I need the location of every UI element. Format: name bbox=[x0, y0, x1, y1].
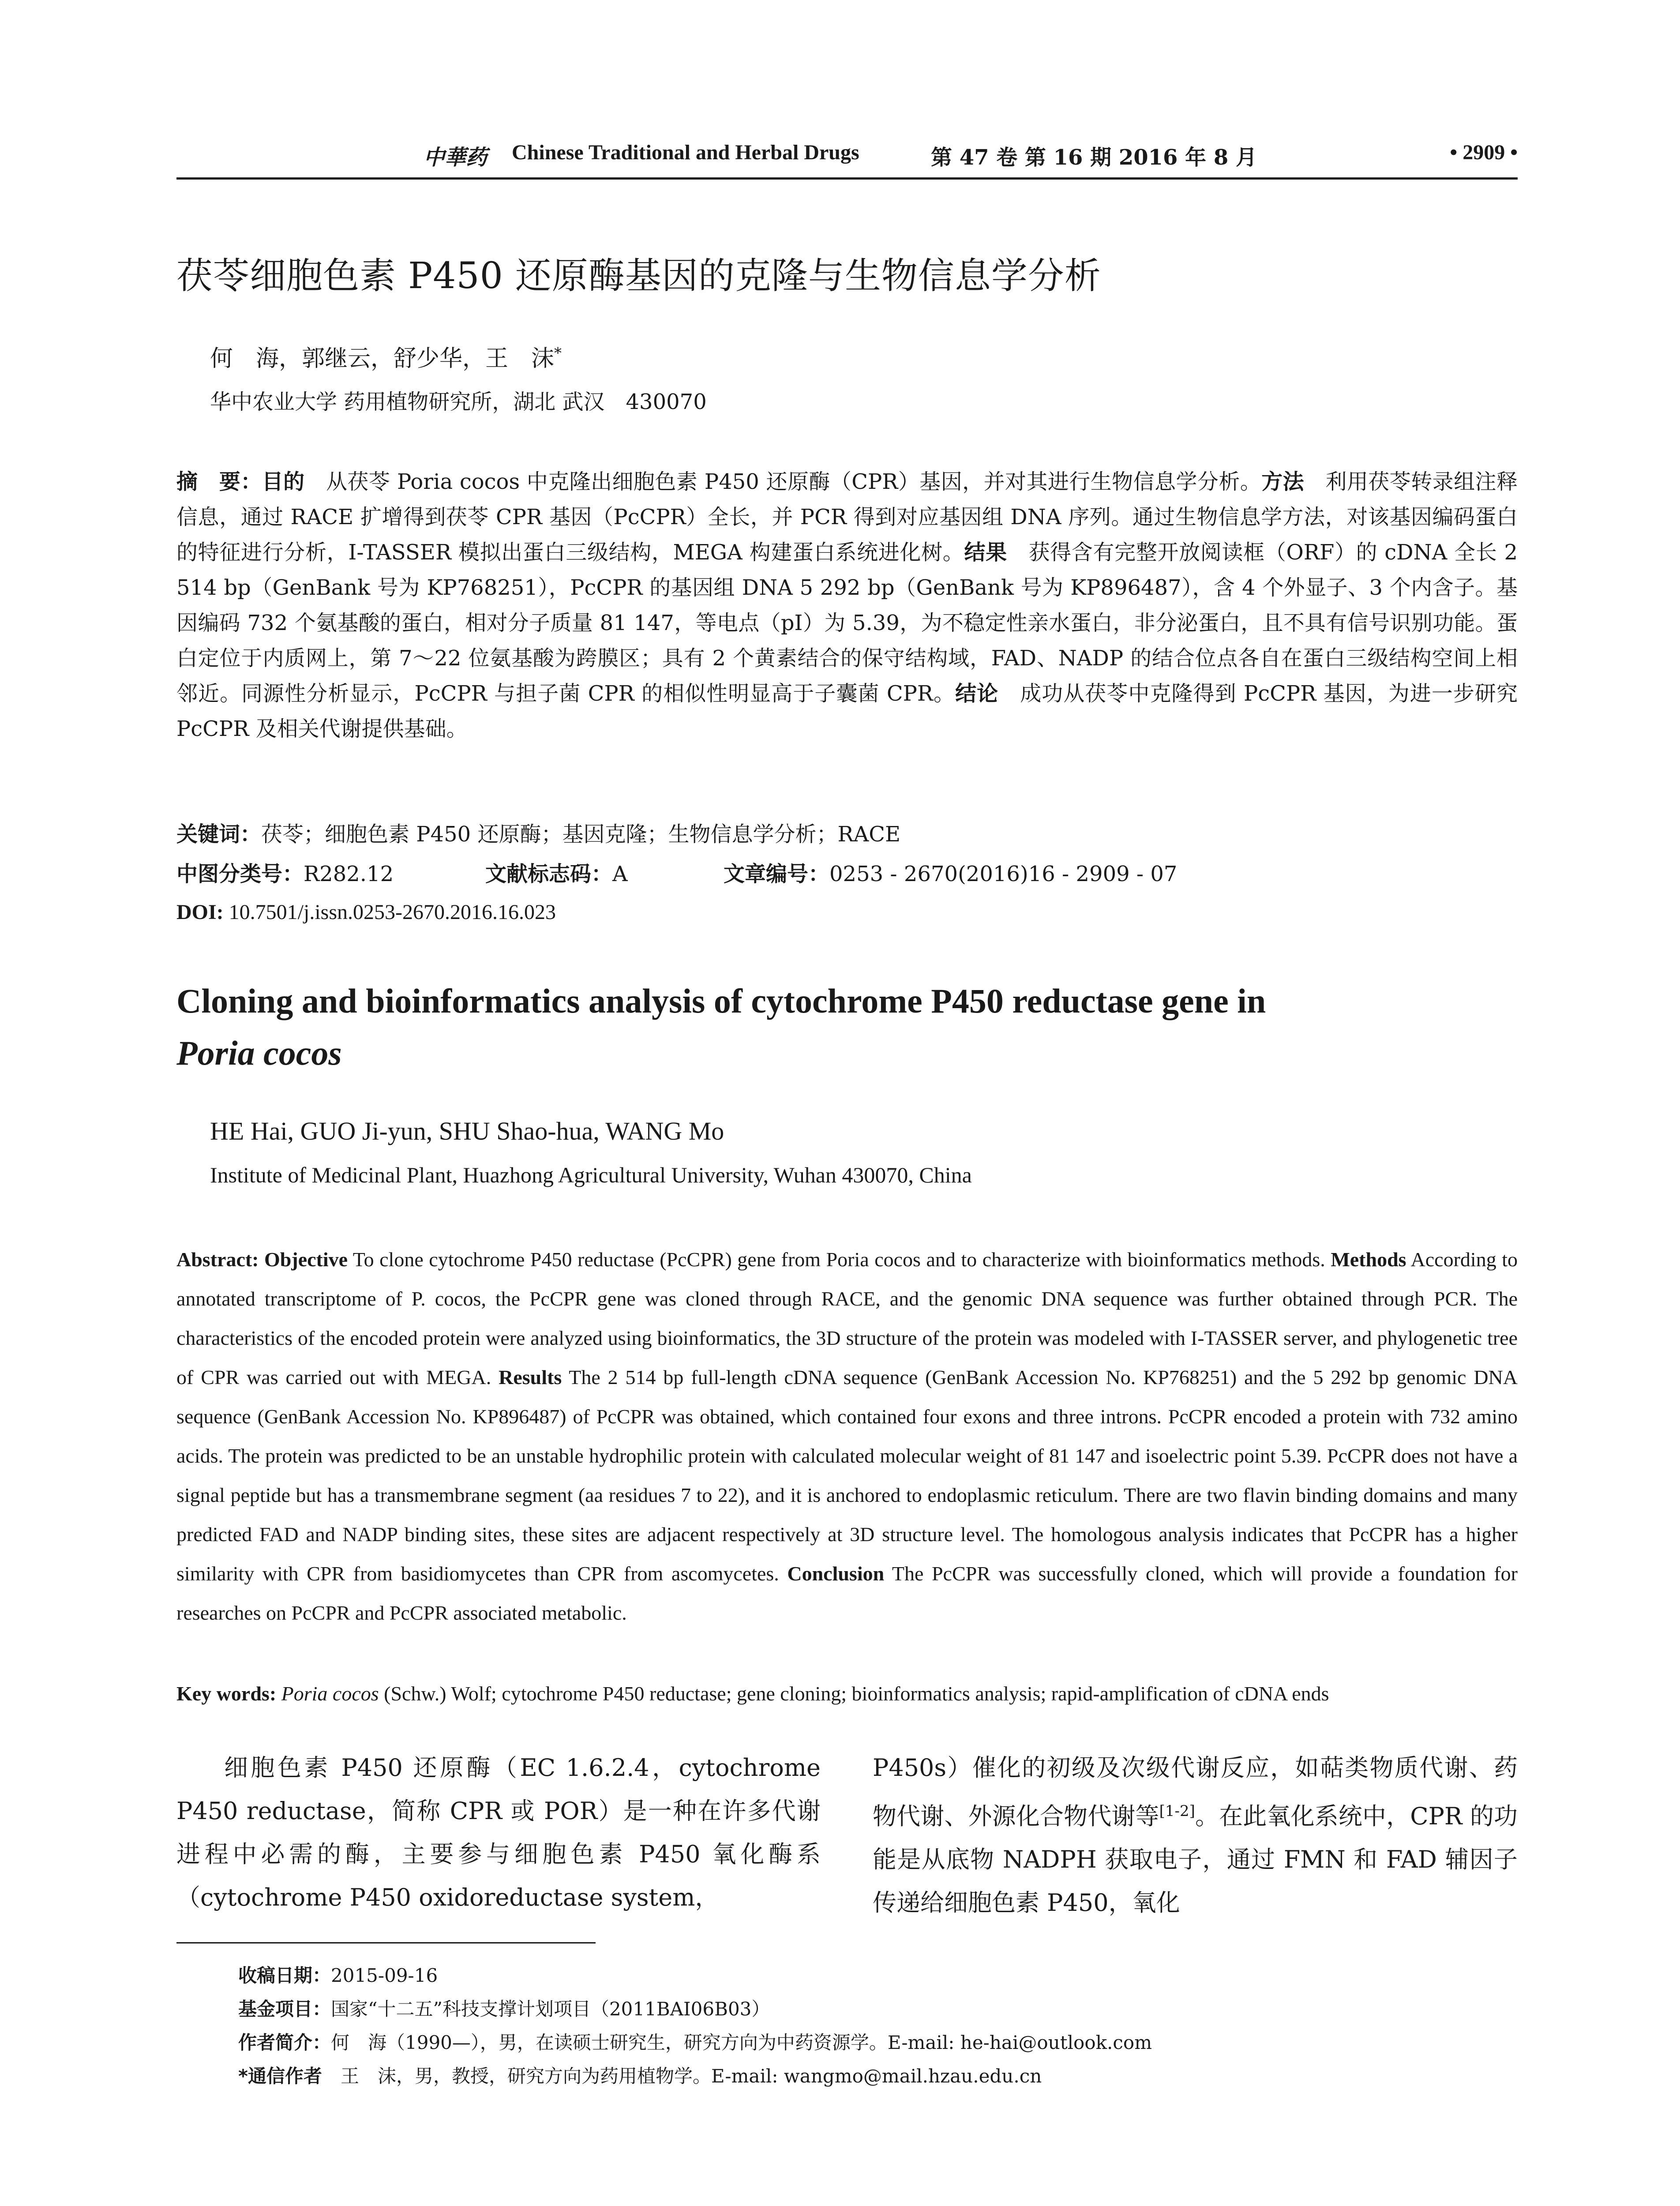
clc-number: 中图分类号：R282.12 bbox=[176, 862, 394, 886]
methods-label-en: Methods bbox=[1331, 1248, 1406, 1271]
footnote-rule bbox=[176, 1942, 596, 1943]
keywords-text-en: (Schw.) Wolf; cytochrome P450 reductase; gene cloning; bioinformatics analysis; rapid-amplification of cDNA ends bbox=[379, 1682, 1329, 1705]
issue-info: 第 47 卷 第 16 期 2016 年 8 月 bbox=[931, 145, 1257, 170]
results-text-en: The 2 514 bp full-length cDNA sequence (GenBank Accession No. KP768251) and the 5 292 bp genomic DNA sequence (GenBank Accession No. KP896487) of PcCPR was obtained, which contained four exons and three introns. PcCPR encoded a protein with 732 amino acids. The protein was predicted to be an unstable hydrophilic protein with calculated molecular weight of 81 147 and isoelectric point 5.39. PcCPR does not have a signal peptide but has a transmembrane segment (aa residues 7 to 22), and it is anchored to endoplasmic reticulum. There are two flavin binding domains and many predicted FAD and NADP binding sites, these sites are adjacent respectively at 3D structure level. The homologous analysis indicates that PcCPR has a higher similarity with CPR from basidiomycetes than CPR from ascomycetes. bbox=[176, 1366, 1518, 1585]
article-number: 文章编号：0253 - 2670(2016)16 - 2909 - 07 bbox=[724, 862, 1178, 886]
header-rule bbox=[176, 177, 1518, 180]
body-paragraph-right: P450s）催化的初级及次级代谢反应，如萜类物质代谢、药物代谢、外源化合物代谢等[1-2]。在此氧化系统中，CPR 的功能是从底物 NADPH 获取电子，通过 FMN 和 FAD 辅因子传递给细胞色素 P450，氧化 bbox=[873, 1754, 1518, 1917]
body-column-right bbox=[873, 1746, 1518, 1925]
footnotes bbox=[238, 1959, 1518, 2093]
abstract-cn bbox=[176, 464, 1518, 747]
keywords-species-en: Poria cocos bbox=[276, 1682, 379, 1705]
conclusion-text-cn: 成功从茯苓中克隆得到 PcCPR 基因，为进一步研究 PcCPR 及相关代谢提供基础。 bbox=[176, 681, 1518, 741]
conclusion-text-en: The PcCPR was successfully cloned, which will provide a foundation for researches on PcCPR and PcCPR associated metabolic. bbox=[176, 1562, 1518, 1624]
title-cn: 茯苓细胞色素 P450 还原酶基因的克隆与生物信息学分析 bbox=[176, 255, 1101, 297]
body-paragraph-left: 细胞色素 P450 还原酶（EC 1.6.2.4，cytochrome P450 reductase，简称 CPR 或 POR）是一种在许多代谢进程中必需的酶，主要参与细胞色素 P450 氧化酶系（cytochrome P450 oxidoreductase system， bbox=[176, 1754, 821, 1911]
objective-label-cn: 目的 bbox=[262, 469, 305, 494]
objective-label-en: Abstract: Objective bbox=[176, 1248, 348, 1271]
classification-row bbox=[176, 857, 1518, 888]
doi-link[interactable]: 10.7501/j.issn.0253-2670.2016.16.023 bbox=[223, 900, 556, 924]
citation-ref[interactable]: [1-2] bbox=[1159, 1802, 1195, 1820]
affiliation-en: Institute of Medicinal Plant, Huazhong Agricultural University, Wuhan 430070, China bbox=[210, 1163, 972, 1187]
affiliation-cn: 华中农业大学 药用植物研究所，湖北 武汉 430070 bbox=[210, 390, 707, 414]
keywords-en bbox=[176, 1674, 1518, 1713]
body-column-left bbox=[176, 1746, 821, 1919]
title-en bbox=[176, 975, 1518, 1079]
title-en-line2: Poria cocos bbox=[176, 1034, 342, 1072]
authors-en: HE Hai, GUO Ji-yun, SHU Shao-hua, WANG Mo bbox=[210, 1117, 724, 1145]
methods-text-cn: 利用茯苓转录组注释信息，通过 RACE 扩增得到茯苓 CPR 基因（PcCPR）全长，并 PCR 得到对应基因组 DNA 序列。通过生物信息学方法，对该基因编码蛋白的特征进行分析，I-TASSER 模拟出蛋白三级结构，MEGA 构建蛋白系统进化树。 bbox=[176, 469, 1518, 565]
methods-label-cn: 方法 bbox=[1261, 469, 1305, 494]
abstract-label-cn: 摘 要： bbox=[176, 469, 262, 494]
doi bbox=[176, 900, 556, 924]
results-label-en: Results bbox=[499, 1366, 562, 1388]
footnote-funding: 基金项目：国家“十二五”科技支撑计划项目（2011BAI06B03） bbox=[238, 1998, 770, 2020]
keywords-label-en: Key words: bbox=[176, 1682, 277, 1705]
author-names-cn: 何 海，郭继云，舒少华，王 沫 bbox=[210, 345, 555, 372]
page-number: • 2909 • bbox=[1450, 141, 1518, 164]
footnote-corresponding: *通信作者 王 沫，男，教授，研究方向为药用植物学。E-mail: wangmo@mail.hzau.edu.cn bbox=[238, 2065, 1042, 2087]
keywords-label-cn: 关键词： bbox=[176, 822, 262, 847]
keywords-cn bbox=[176, 817, 900, 848]
conclusion-label-en: Conclusion bbox=[787, 1562, 885, 1585]
objective-text-en: To clone cytochrome P450 reductase (PcCPR) gene from Poria cocos and to characterize with bioinformatics methods. bbox=[348, 1248, 1331, 1271]
results-text-cn: 获得含有完整开放阅读框（ORF）的 cDNA 全长 2 514 bp（GenBank 号为 KP768251），PcCPR 的基因组 DNA 5 292 bp（GenBank 号为 KP896487），含 4 个外显子、3 个内含子。基因编码 732 个氨基酸的蛋白，相对分子质量 81 147，等电点（pI）为 5.39，为不稳定性亲水蛋白，非分泌蛋白，且不具有信号识别功能。蛋白定位于内质网上，第 7～22 位氨基酸为跨膜区；具有 2 个黄素结合的保守结构域，FAD、NADP 的结合位点各自在蛋白三级结构空间上相邻近。同源性分析显示，PcCPR 与担子菌 CPR 的相似性明显高于子囊菌 CPR。 bbox=[176, 540, 1518, 706]
title-en-line1: Cloning and bioinformatics analysis of cytochrome P450 reductase gene in bbox=[176, 982, 1266, 1020]
running-header bbox=[176, 140, 1518, 176]
footnote-author-bio: 作者简介：何 海（1990—），男，在读硕士研究生，研究方向为中药资源学。E-mail: he-hai@outlook.com bbox=[238, 2032, 1152, 2053]
abstract-en bbox=[176, 1240, 1518, 1632]
journal-name-cn: 中華药 bbox=[424, 145, 488, 170]
doi-label: DOI: bbox=[176, 900, 224, 924]
objective-text-cn: 从茯苓 Poria cocos 中克隆出细胞色素 P450 还原酶（CPR）基因，并对其进行生物信息学分析。 bbox=[304, 469, 1262, 494]
authors-cn bbox=[210, 340, 562, 373]
results-label-cn: 结果 bbox=[964, 540, 1007, 565]
footnote-received: 收稿日期：2015-09-16 bbox=[238, 1965, 438, 1986]
document-code: 文献标志码：A bbox=[485, 862, 628, 886]
conclusion-label-cn: 结论 bbox=[955, 681, 999, 706]
methods-text-en: According to annotated transcriptome of P. cocos, the PcCPR gene was cloned through RACE, and the genomic DNA sequence was further obtained through PCR. The characteristics of the encoded protein were analyzed using bioinformatics, the 3D structure of the protein was modeled with I-TASSER server, and phylogenetic tree of CPR was carried out with MEGA. bbox=[176, 1248, 1518, 1388]
journal-name-en: Chinese Traditional and Herbal Drugs bbox=[512, 141, 859, 164]
corresponding-mark: * bbox=[554, 344, 562, 362]
keywords-text-cn: 茯苓；细胞色素 P450 还原酶；基因克隆；生物信息学分析；RACE bbox=[261, 822, 901, 847]
